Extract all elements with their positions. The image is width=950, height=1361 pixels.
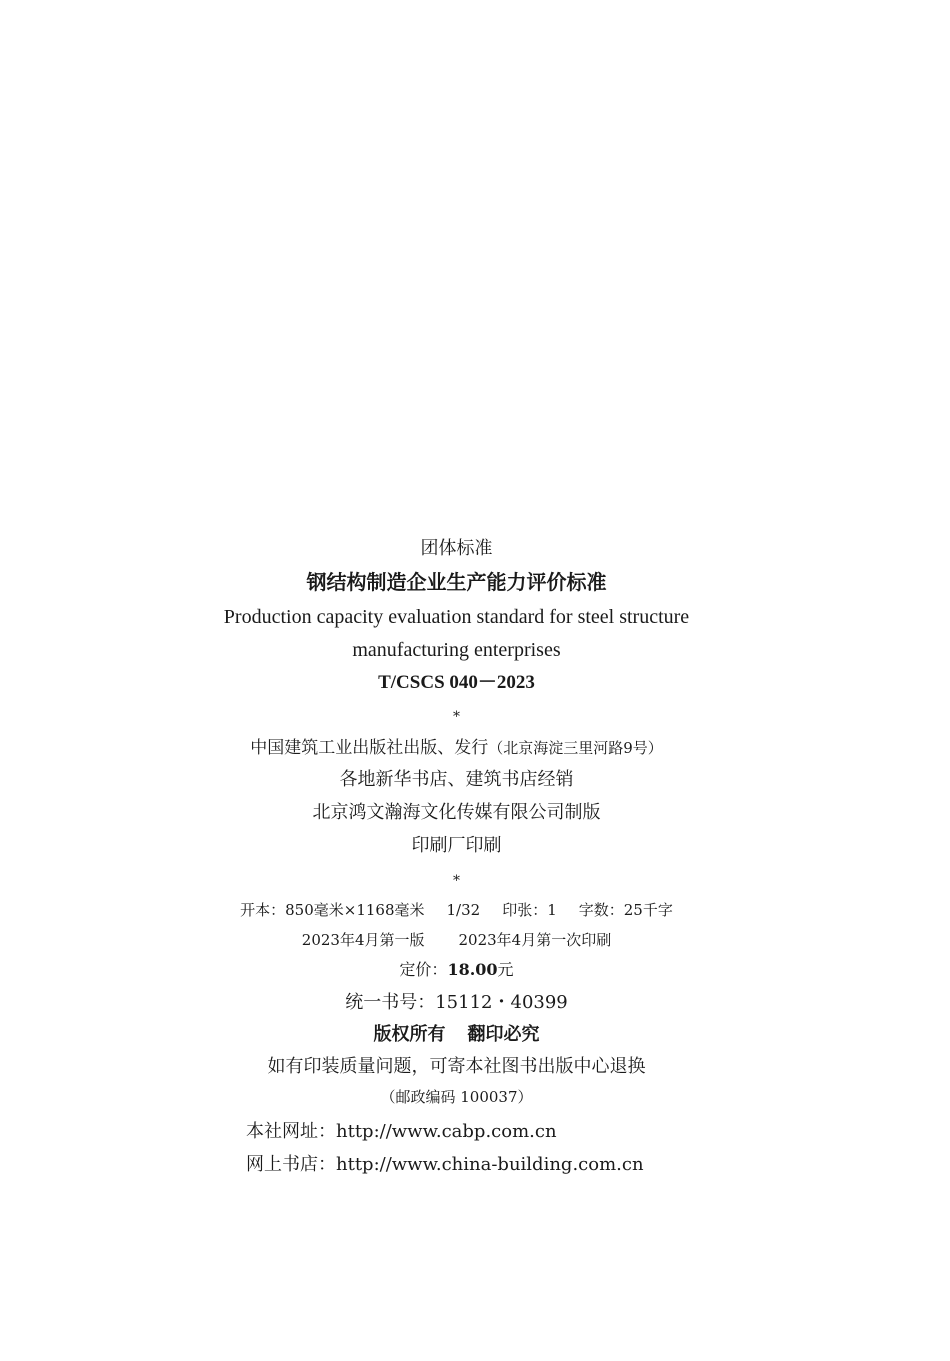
printer: 印刷厂印刷 <box>411 835 502 856</box>
distributor: 各地新华书店、建筑书店经销 <box>339 769 574 790</box>
title-cn: 钢结构制造企业生产能力评价标准 <box>306 570 607 594</box>
copyright-line <box>0 1026 913 1044</box>
copyright-no-reprint: 翻印必究 <box>467 1024 540 1045</box>
separator-2: * <box>453 873 460 889</box>
standard-number: T/CSCS 040－2023 <box>378 672 535 693</box>
price-label: 定价： <box>399 960 448 979</box>
price-line <box>0 962 913 978</box>
edition-info <box>0 933 913 948</box>
first-printing: 2023年4月第一次印刷 <box>458 931 612 949</box>
postal-code: （邮政编码 100037） <box>380 1088 533 1106</box>
series-label: 团体标准 <box>420 538 493 559</box>
isbn: 统一书号：15112・40399 <box>345 992 568 1013</box>
copyright-reserved: 版权所有 <box>373 1024 446 1045</box>
online-store: 网上书店：http://www.china-building.com.cn <box>246 1154 644 1175</box>
website: 本社网址：http://www.cabp.com.cn <box>246 1121 557 1142</box>
publisher-address: （北京海淀三里河路9号） <box>488 739 663 757</box>
word-count: 字数：25千字 <box>578 901 673 919</box>
publisher-line <box>0 740 913 757</box>
plate-maker: 北京鸿文瀚海文化传媒有限公司制版 <box>312 802 601 823</box>
print-specs <box>0 903 913 918</box>
title-en-line1: Production capacity evaluation standard for steel structure <box>223 606 690 628</box>
return-notice: 如有印装质量问题，可寄本社图书出版中心退换 <box>267 1056 646 1077</box>
first-edition: 2023年4月第一版 <box>301 931 425 949</box>
publisher: 中国建筑工业出版社出版、发行 <box>250 738 489 758</box>
title-en-line2: manufacturing enterprises <box>352 639 561 661</box>
fraction-spec: 1/32 <box>446 901 481 919</box>
separator-1: * <box>453 709 460 725</box>
sheets-spec: 印张：1 <box>502 901 557 919</box>
price-value: 18.00 <box>447 960 498 979</box>
format-spec: 开本：850毫米×1168毫米 <box>240 901 425 919</box>
price-unit: 元 <box>497 960 514 979</box>
